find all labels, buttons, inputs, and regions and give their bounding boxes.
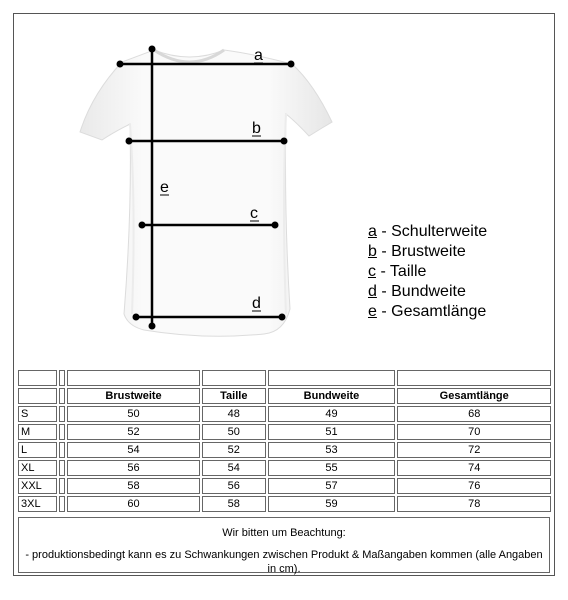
table-spacer-row [18,370,551,386]
size-cell: L [18,442,57,458]
size-table [16,368,553,514]
label-b: b [252,120,261,137]
size-cell: XL [18,460,57,476]
table-header-row [18,388,551,404]
measurement-legend [368,222,487,322]
notice-text: - produktionsbedingt kann es zu Schwankungen zwischen Produkt & Maßangaben kommen (alle Angaben in cm). [25,549,543,575]
size-cell: S [18,406,57,422]
legend-item-b: b - Brustweite [368,243,466,260]
table-row: S 50 48 49 68 [18,406,551,422]
notice-box [18,517,550,573]
table-row: 3XL 60 58 59 78 [18,496,551,512]
tshirt-shape [80,50,332,336]
size-table-wrapper [16,368,553,514]
header-gesamtlaenge: Gesamtlänge [397,388,551,404]
header-brustweite: Brustweite [67,388,200,404]
notice-title: Wir bitten um Beachtung: [222,527,346,539]
legend-item-d: d - Bundweite [368,283,466,300]
table-row: M 52 50 51 70 [18,424,551,440]
label-d: d [252,295,261,312]
table-row: XL 56 54 55 74 [18,460,551,476]
size-chart-frame [13,13,555,576]
legend-item-c: c - Taille [368,263,427,280]
size-cell: M [18,424,57,440]
header-bundweite: Bundweite [268,388,396,404]
legend-item-a: a - Schulterweite [368,223,488,240]
table-row: L 54 52 53 72 [18,442,551,458]
label-c: c [250,205,258,222]
label-e: e [160,179,169,196]
legend-item-e: e - Gesamtlänge [368,303,487,320]
label-a: a [254,47,263,64]
header-taille: Taille [202,388,265,404]
table-row: XXL 58 56 57 76 [18,478,551,494]
size-cell: XXL [18,478,57,494]
size-cell: 3XL [18,496,57,512]
